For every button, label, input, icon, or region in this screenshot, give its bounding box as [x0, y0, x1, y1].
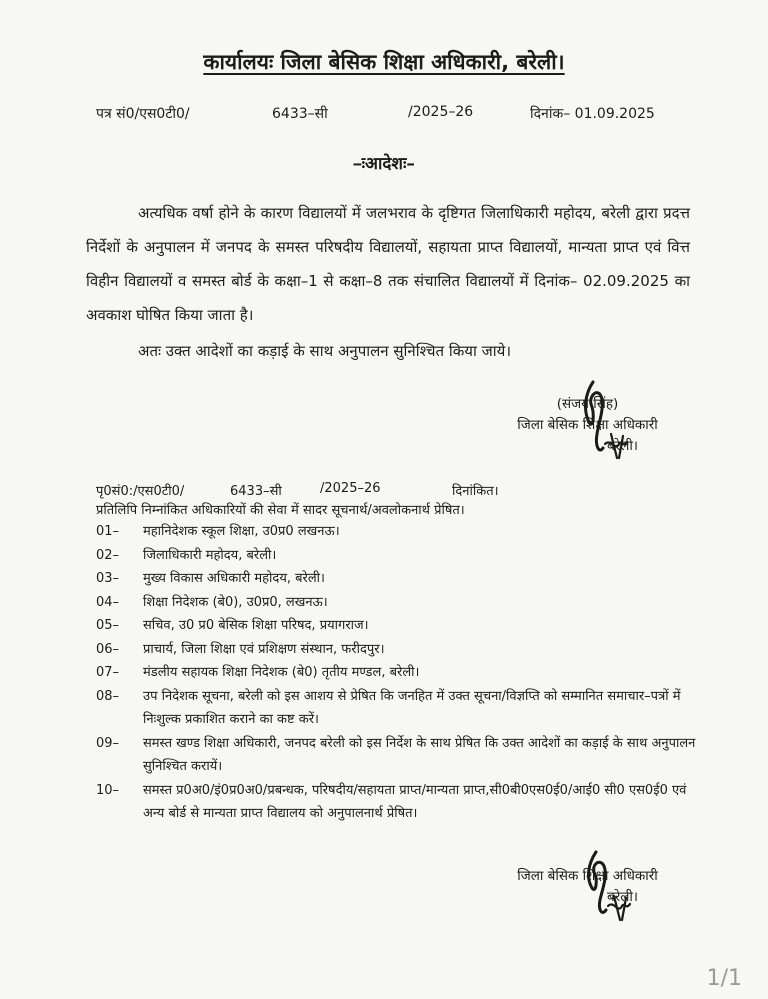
copy-intro: प्रतिलिपि निम्नांकित अधिकारियों की सेवा में सादर सूचनार्थ/अवलोकनार्थ प्रेषित।: [96, 503, 465, 518]
signatory-name: (संजय सिंह): [556, 396, 619, 412]
signature-block: [510, 866, 665, 908]
list-item: 05– सचिव, उ0 प्र0 बेसिक शिक्षा परिषद, प्रयागराज।: [96, 618, 369, 633]
list-item: 03– मुख्य विकास अधिकारी महोदय, बरेली।: [96, 571, 325, 586]
copy-ref-year: /2025–26: [320, 481, 381, 496]
signatory-place: बरेली।: [607, 889, 638, 905]
letter-year: /2025–26: [408, 104, 474, 120]
copy-list: [96, 520, 696, 826]
signatory-designation: जिला बेसिक शिक्षा अधिकारी: [517, 417, 658, 433]
signatory-designation: जिला बेसिक शिक्षा अधिकारी: [517, 868, 658, 884]
list-item: 08– उप निदेशक सूचना, बरेली को इस आशय से प्रेषित कि जनहित में उक्त सूचना/विज्ञप्ति को सम्मानित समाचार–पत्रों में निःशुल्क प्रकाशित कराने का कष्ट करें।: [96, 688, 681, 727]
letter-number-prefix: पत्र सं0/एस0टी0/: [96, 106, 190, 122]
signatory-place: बरेली।: [607, 438, 638, 454]
list-item: 10– समस्त प्र0अ0/इं0प्र0अ0/प्रबन्धक, परिषदीय/सहायता प्राप्त/मान्यता प्राप्त,सी0बी0एस0ई0/आई0 सी0 एस0ई0 एवं अन्य बोर्ड से मान्यता प्राप्त विद्यालय को अनुपालनार्थ प्रेषित।: [96, 782, 687, 821]
list-item: 04– शिक्षा निदेशक (बे0), उ0प्र0, लखनऊ।: [96, 594, 328, 610]
copy-ref-number: 6433–सी: [230, 484, 282, 499]
list-item: 09– समस्त खण्ड शिक्षा अधिकारी, जनपद बरेली को इस निर्देश के साथ प्रेषित कि उक्त आदेशों का कड़ाई के साथ अनुपालन सुनिश्चित करायें।: [96, 735, 696, 774]
list-item: 06– प्राचार्य, जिला शिक्षा एवं प्रशिक्षण संस्थान, फरीदपुर।: [96, 641, 385, 657]
letter-number: 6433–सी: [272, 106, 328, 122]
order-paragraph-2: अतः उक्त आदेशों का कड़ाई के साथ अनुपालन सुनिश्चित किया जाये।: [138, 342, 512, 360]
copy-ref-prefix: पृ0सं0:/एस0टी0/: [96, 484, 185, 499]
order-paragraph-1: अत्यधिक वर्षा होने के कारण विद्यालयों में जलभराव के दृष्टिगत जिलाधिकारी महोदय, बरेली द्वारा प्रदत्त निर्देशों के अनुपालन में जनपद के समस्त परिषदीय विद्यालयों, सहायता प्राप्त विद्यालयों, मान्यता प्राप्त एवं वित्त विहीन विद्यालयों व समस्त बोर्ड के कक्षा–1 से कक्षा–8 तक संचालित विद्यालयों में दिनांक– 02.09.2025 का अवकाश घोषित किया जाता है।: [86, 204, 690, 324]
list-item: 02– जिलाधिकारी महोदय, बरेली।: [96, 547, 277, 563]
page-indicator: 1/1: [706, 966, 742, 991]
list-item: 01– महानिदेशक स्कूल शिक्षा, उ0प्र0 लखनऊ।: [96, 524, 340, 539]
copy-ref-date: दिनांकित।: [452, 484, 499, 499]
order-title: –ःआदेशः–: [353, 154, 415, 174]
office-heading: कार्यालयः जिला बेसिक शिक्षा अधिकारी, बरेली।: [203, 50, 565, 74]
signature-block: [510, 394, 665, 457]
list-item: 07– मंडलीय सहायक शिक्षा निदेशक (बे0) तृतीय मण्डल, बरेली।: [96, 665, 420, 680]
letter-date: दिनांक– 01.09.2025: [530, 106, 655, 122]
